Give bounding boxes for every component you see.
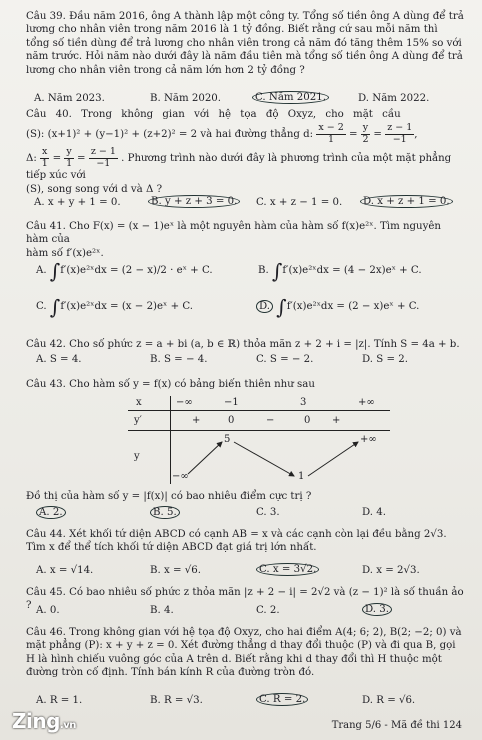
answer-circle: C. R = 2. xyxy=(256,693,308,706)
question-43: Câu 43. Cho hàm số y = f(x) có bảng biến thiên như sau xyxy=(26,379,315,390)
fraction: $\frac{x - 2}{1}$ xyxy=(318,122,344,145)
question-44: Câu 44. Xét khối tứ diện ABCD có cạnh AB = x và các cạnh còn lại đều bằng 2√3. Tìm x để thể tích khối tứ diện ABCD đạt giá trị lớn nhất. xyxy=(26,529,447,554)
q41-option-c: C. ∫f′(x)e²ˣdx = (x − 2)eˣ + C. xyxy=(36,295,194,319)
q43-option-d: D. 4. xyxy=(362,507,387,518)
q45-option-c: C. 2. xyxy=(256,605,280,616)
q40-option-d xyxy=(360,195,453,208)
q39-option-b: B. Năm 2020. xyxy=(150,93,222,104)
variation-table xyxy=(128,396,390,484)
answer-circle: D. 3. xyxy=(362,603,392,616)
fraction: $\frac{x}{1}$ xyxy=(41,146,48,169)
q42-option-a: A. S = 4. xyxy=(36,354,82,365)
answer-circle: C. Năm 2021. xyxy=(252,91,329,104)
fraction: $\frac{y}{1}$ xyxy=(66,146,73,169)
question-39 xyxy=(26,10,464,77)
answer-circle: D. xyxy=(256,300,273,313)
answer-circle: A. 2. xyxy=(36,506,66,519)
zing-logo: Zing.vn xyxy=(12,708,76,733)
answer-circle: B. 5. xyxy=(150,506,180,519)
question-40-line3: . Phương trình nào dưới đây là phương trình của một mặt phẳng tiếp xúc với xyxy=(26,153,452,182)
q45-option-b: B. 4. xyxy=(150,605,174,616)
q44-option-d: D. x = 2√3. xyxy=(362,565,420,576)
q40-option-a: A. x + y + 1 = 0. xyxy=(34,197,121,208)
q44-option-b: B. x = √6. xyxy=(150,565,201,576)
y-value: 1 xyxy=(298,471,305,482)
page-footer: Trang 5/6 - Mã đề thi 124 xyxy=(331,719,462,731)
question-41 xyxy=(26,220,464,260)
question-40-line1: Câu 40. Trong không gian với hệ tọa độ Oxyz, cho mặt cầu xyxy=(26,109,401,120)
answer-circle: C. x = 3√2. xyxy=(256,563,319,576)
q39-option-c xyxy=(252,91,329,104)
q46-option-d: D. R = √6. xyxy=(362,695,416,706)
x-value: −1 xyxy=(224,397,239,408)
q42-option-d: D. S = 2. xyxy=(362,354,408,365)
y-value: 5 xyxy=(224,434,231,445)
q44-option-c xyxy=(256,563,319,576)
q43-option-a xyxy=(36,506,66,519)
question-42: Câu 42. Cho số phức z = a + bi (a, b ∈ ℝ) thỏa mãn z + 2 + i = |z|. Tính S = 4a + b. xyxy=(26,339,460,350)
sign: 0 xyxy=(228,415,235,426)
x-value: +∞ xyxy=(358,397,375,408)
delta-label: Δ: xyxy=(26,153,37,165)
variation-arrows xyxy=(128,396,390,484)
question-41-line1: Câu 41. Cho F(x) = (x − 1)eˣ là một nguyên hàm của hàm số f(x)e²ˣ. Tìm nguyên hàm của xyxy=(26,221,441,246)
q42-option-c: C. S = − 2. xyxy=(256,354,314,365)
q41-option-b: B. ∫f′(x)e²ˣdx = (4 − 2x)eˣ + C. xyxy=(258,259,422,283)
question-43-prompt: Đồ thị của hàm số y = |f(x)| có bao nhiêu điểm cực trị ? xyxy=(26,491,312,502)
question-41-line2: hàm số f′(x)e²ˣ. xyxy=(26,247,104,259)
sign: + xyxy=(192,415,201,426)
q42-option-b: B. S = − 4. xyxy=(150,354,208,365)
q40-option-b xyxy=(148,195,240,208)
q41-option-a: A. ∫f′(x)e²ˣdx = (2 − x)/2 · eˣ + C. xyxy=(36,259,213,283)
q39-option-a: A. Năm 2023. xyxy=(34,93,105,104)
q39-option-d: D. Năm 2022. xyxy=(358,93,430,104)
question-40-line2: (S): (x+1)² + (y−1)² + (z+2)² = 2 và hai đường thẳng d: xyxy=(26,129,314,141)
q46-option-c xyxy=(256,693,308,706)
fraction: $\frac{z - 1}{-1}$ xyxy=(387,122,413,145)
table-label-x: x xyxy=(136,397,142,408)
table-label-y: y xyxy=(134,451,140,462)
x-value: −∞ xyxy=(176,397,193,408)
q44-option-a: A. x = √14. xyxy=(36,565,94,576)
sign: − xyxy=(266,415,275,426)
question-40: Câu 40. Trong không gian với hệ tọa độ Oxyz, cho mặt cầu (S): (x+1)² + (y−1)² + (z+2)² = 2 và hai đường thẳng d: $\frac{x - 2}{1}$ = $\frac{y}{2}$ = $\frac{z - 1}{-1}$ , Δ: $\frac{x}{1}$ = $\frac{y}{1}$ = $\frac{z - 1}{-1}$ . Phương trình nào dưới đây là phương trình của một mặt phẳng tiếp xúc với (S), song song với d và Δ ? xyxy=(26,108,464,196)
question-39-text: Câu 39. Đầu năm 2016, ông A thành lập một công ty. Tổng số tiền ông A dùng để trả lương cho nhân viên trong năm 2016 là 1 tỷ đồng. Biết rằng cứ sau mỗi năm thì tổng số tiền dùng để trả lương cho nhân viên trong cả năm đó tăng thêm 15% so với năm trước. Hỏi năm nào dưới đây là năm đầu tiên mà tổng số tiền ông A dùng để trả lương cho nhân viên trong cả năm lớn hơn 2 tỷ đồng ? xyxy=(26,11,464,76)
sign: 0 xyxy=(304,415,311,426)
q43-option-c: C. 3. xyxy=(256,507,280,518)
table-label-yprime: y′ xyxy=(134,415,142,426)
fraction: $\frac{y}{2}$ xyxy=(362,122,369,145)
question-45: Câu 45. Có bao nhiêu số phức z thỏa mãn |z + 2 − i| = 2√2 và (z − 1)² là số thuần ảo ? xyxy=(26,587,464,612)
x-value: 3 xyxy=(300,397,307,408)
y-value: +∞ xyxy=(360,434,377,445)
q45-option-a: A. 0. xyxy=(36,605,60,616)
q43-option-b xyxy=(150,506,180,519)
sign: + xyxy=(332,415,341,426)
question-40-line4: (S), song song với d và Δ ? xyxy=(26,183,163,195)
q41-option-d: D. ∫f′(x)e²ˣdx = (2 − x)eˣ + C. xyxy=(256,294,419,320)
q40-option-c: C. x + z − 1 = 0. xyxy=(256,197,343,208)
fraction: $\frac{z - 1}{-1}$ xyxy=(90,146,116,169)
answer-circle: D. x + z + 1 = 0. xyxy=(360,195,453,208)
q46-option-a: A. R = 1. xyxy=(36,695,83,706)
y-value: −∞ xyxy=(172,471,189,482)
q45-option-d xyxy=(362,603,392,616)
answer-circle: B. y + z + 3 = 0. xyxy=(148,195,240,208)
question-46: Câu 46. Trong không gian với hệ tọa độ Oxyz, cho hai điểm A(4; 6; 2), B(2; −2; 0) và mặt phẳng (P): x + y + z = 0. Xét đường thẳng d thay đổi thuộc (P) và đi qua B, gọi H là hình chiếu vuông góc của A trên d. Biết rằng khi d thay đổi thì H thuộc một đường tròn cố định. Tính bán kính R của đường tròn đó. xyxy=(26,627,462,679)
q46-option-b: B. R = √3. xyxy=(150,695,203,706)
